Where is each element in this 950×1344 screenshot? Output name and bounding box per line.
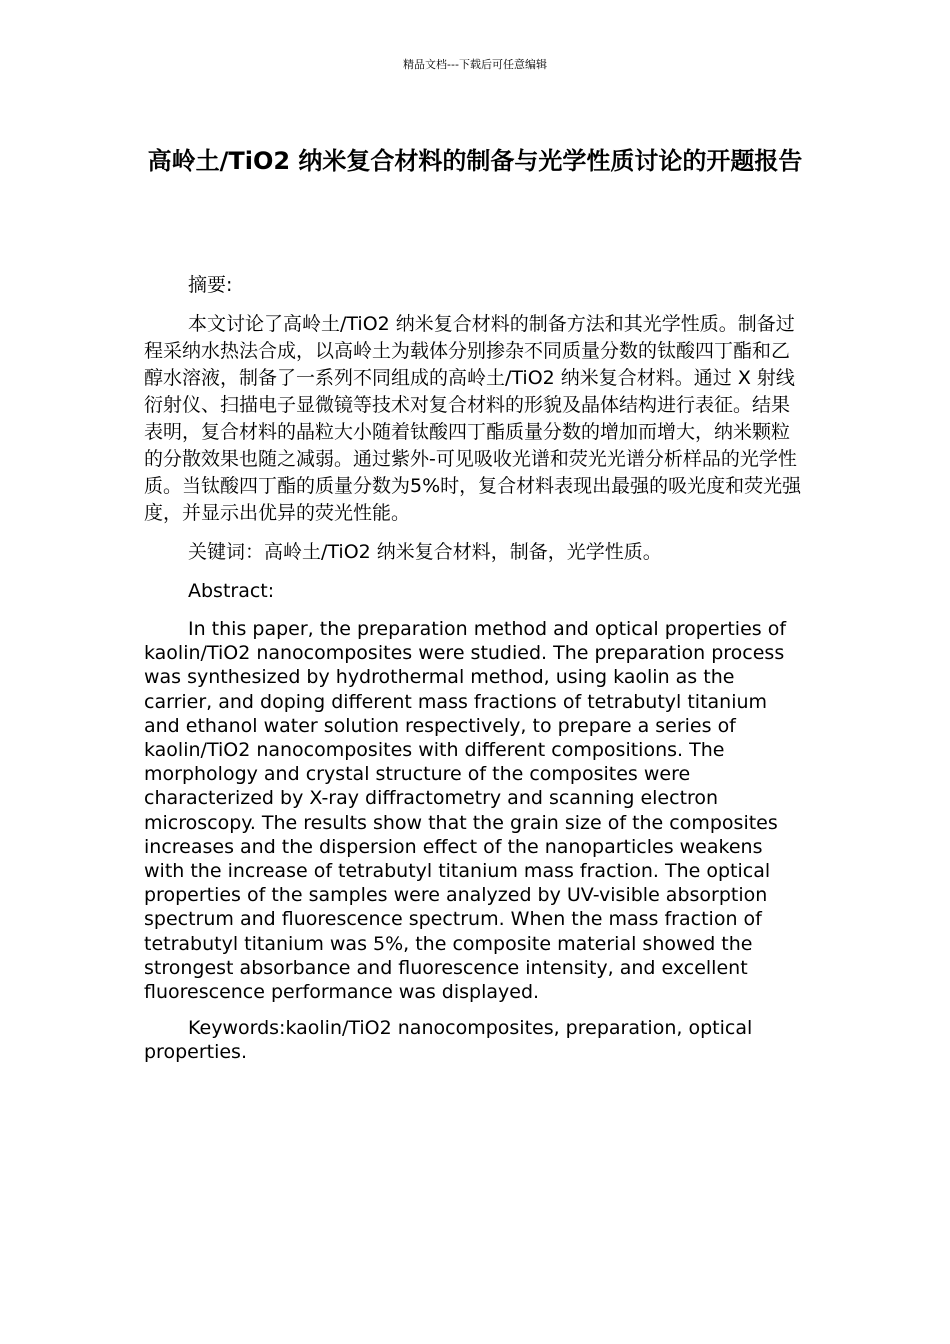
keywords-en: Keywords:kaolin/TiO2 nanocomposites, preparation, optical properties. — [144, 1017, 753, 1064]
document-title: 高岭土/TiO2 纳米复合材料的制备与光学性质讨论的开题报告 — [147, 147, 803, 175]
abstract-cn-label: 摘要: — [188, 274, 233, 296]
document-body — [144, 272, 808, 1065]
abstract-en-label: Abstract: — [188, 580, 275, 602]
page-header-watermark: 精品文档---下载后可任意编辑 — [403, 58, 547, 71]
abstract-en-body: In this paper, the preparation method and optical properties of kaolin/TiO2 nanocomposites were studied. The preparation process was synthesized by hydrothermal method, using kaolin as the carrier, and doping different mass fractions of tetrabutyl titanium and ethanol water solution respectively, to prepare a series of kaolin/TiO2 nanocomposites with different compositions. The morphology and crystal structure of the composites were characterized by X-ray diffractometry and scanning electron microscopy. The results show that the grain size of the composites increases and the dispersion effect of the nanoparticles weakens with the increase of tetrabutyl titanium mass fraction. The optical properties of the samples were analyzed by UV-visible absorption spectrum and fluorescence spectrum. When the mass fraction of tetrabutyl titanium was 5%, the composite material showed the strongest absorbance and fluorescence intensity, and excellent fluorescence performance was displayed. — [144, 618, 787, 1004]
abstract-cn-body: 本文讨论了高岭土/TiO2 纳米复合材料的制备方法和其光学性质。制备过程采纳水热法合成，以高岭土为载体分别掺杂不同质量分数的钛酸四丁酯和乙醇水溶液，制备了一系列不同组成的高岭土/TiO2 纳米复合材料。通过 X 射线衍射仪、扫描电子显微镜等技术对复合材料的形貌及晶体结构进行表征。结果表明，复合材料的晶粒大小随着钛酸四丁酯质量分数的增加而增大，纳米颗粒的分散效果也随之减弱。通过紫外-可见吸收光谱和荧光光谱分析样品的光学性质。当钛酸四丁酯的质量分数为5%时，复合材料表现出最强的吸光度和荧光强度，并显示出优异的荧光性能。 — [144, 313, 802, 524]
keywords-cn: 关键词：高岭土/TiO2 纳米复合材料，制备，光学性质。 — [188, 541, 662, 563]
